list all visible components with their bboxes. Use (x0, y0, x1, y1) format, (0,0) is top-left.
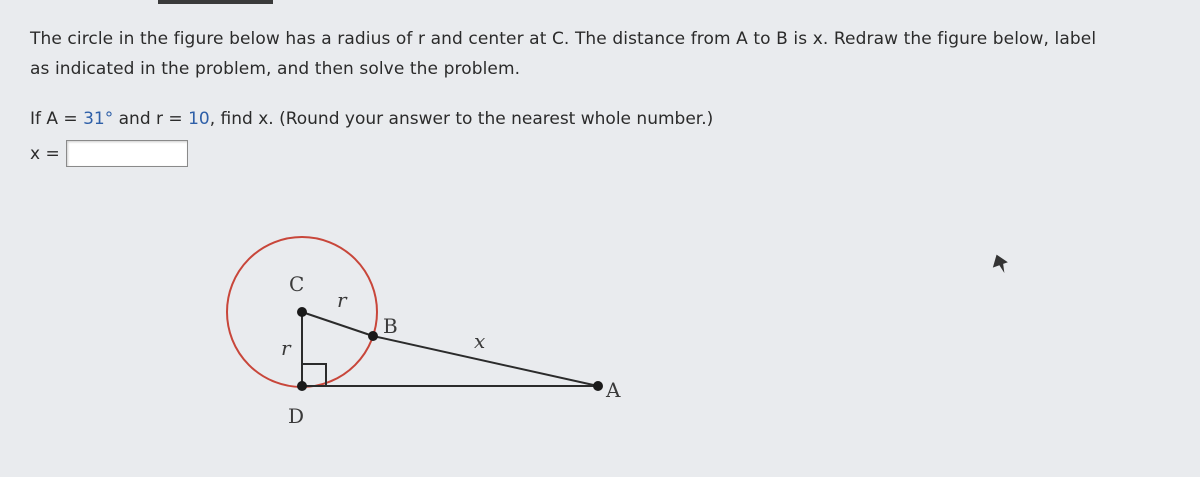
label-b: B (383, 314, 398, 338)
label-c: C (289, 272, 305, 296)
question-suffix: , find x. (Round your answer to the nearest whole number.) (209, 109, 714, 129)
radius-value: 10 (188, 109, 210, 129)
question-prefix: If A = (30, 109, 84, 129)
point-c (297, 307, 307, 317)
label-r-left: r (281, 336, 291, 360)
point-b (368, 331, 378, 341)
angle-value: 31° (83, 109, 114, 129)
point-d (297, 381, 307, 391)
segment-cb (302, 312, 373, 336)
problem-line-1: The circle in the figure below has a radius of r and center at C. The distance from A to B is x. Redraw the figure below, label (30, 29, 1097, 49)
point-a (593, 381, 603, 391)
segment-ba (373, 336, 598, 386)
label-x: x (474, 329, 486, 353)
answer-label: x = (30, 143, 60, 164)
question-middle: and r = (113, 109, 189, 129)
mouse-pointer-icon (988, 252, 1012, 276)
label-d: D (288, 404, 305, 428)
problem-line-2: as indicated in the problem, and then solve the problem. (30, 59, 521, 79)
label-r-top: r (337, 288, 347, 312)
label-a: A (606, 378, 621, 402)
